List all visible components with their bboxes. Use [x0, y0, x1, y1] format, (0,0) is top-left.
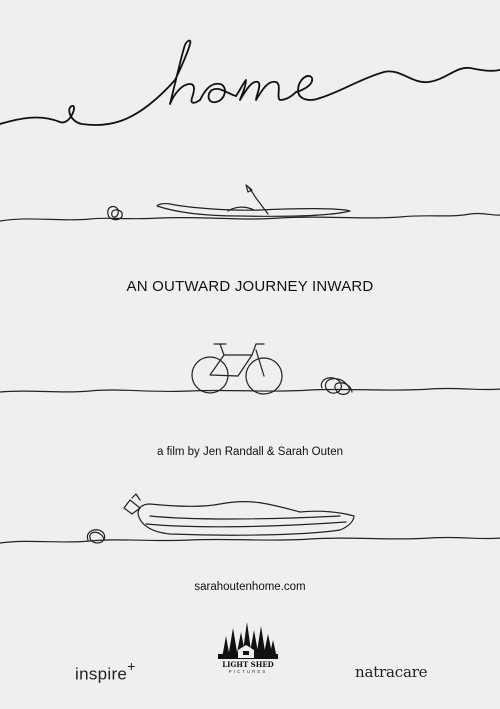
rowboat-cabin [124, 494, 140, 514]
subtitle: AN OUTWARD JOURNEY INWARD [126, 278, 374, 295]
film-credit: a film by Jen Randall & Sarah Outen [156, 446, 344, 458]
inspire-plus-mark: + [127, 658, 136, 674]
light-shed-name: LIGHT SHED [222, 660, 274, 669]
light-shed-pictures-logo [216, 618, 280, 680]
water-line-3 [0, 537, 500, 543]
rowboat-icon [138, 502, 354, 536]
inspire-logo-text: inspire [75, 664, 128, 684]
rowboat-deck [146, 522, 346, 527]
website-link[interactable]: sarahoutenhome.com [194, 581, 306, 593]
natracare-logo: natracare [355, 663, 428, 681]
forest-cabin-icon [216, 618, 280, 660]
inspire-logo [75, 660, 136, 685]
light-shed-subtitle: PICTURES [228, 669, 268, 674]
